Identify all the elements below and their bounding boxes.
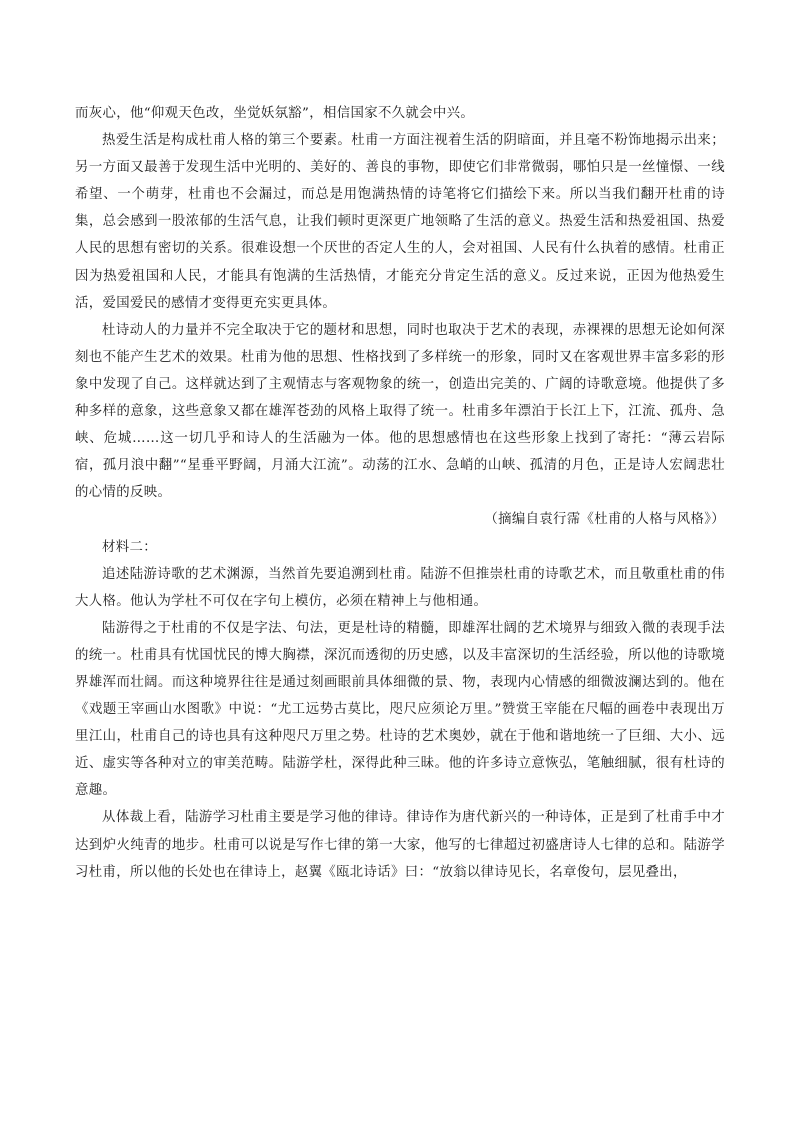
document-body bbox=[75, 100, 725, 886]
paragraph-continued: 而灰心，他“仰观天色改，坐觉妖氛豁”，相信国家不久就会中兴。 bbox=[75, 106, 475, 121]
material-two-label: 材料二： bbox=[102, 539, 157, 555]
paragraph-lu-you-origins: 追述陆游诗歌的艺术渊源，当然首先要追溯到杜甫。陆游不但推崇杜甫的诗歌艺术，而且敬重杜甫的伟大人格。他认为学杜不可仅在字句上模仿，必须在精神上与他相通。 bbox=[75, 566, 725, 609]
paragraph-artistic-expression: 杜诗动人的力量并不完全取决于它的题材和思想，同时也取决于艺术的表现，赤裸裸的思想无论如何深刻也不能产生艺术的效果。杜甫为他的思想、性格找到了多样统一的形象，同时又在客观世界丰富多彩的形象中发现了自己。这样就达到了主观情志与客观物象的统一，创造出完美的、广阔的诗歌意境。他提供了多种多样的意象，这些意象又都在雄浑苍劲的风格上取得了统一。杜甫多年漂泊于长江上下，江流、孤舟、急峡、危城……这一切几乎和诗人的生活融为一体。他的思想感情也在这些形象上找到了寄托：“薄云岩际宿，孤月浪中翻”“星垂平野阔，月涌大江流”。动荡的江水、急峭的山峡、孤清的月色，正是诗人宏阔悲壮的心情的反映。 bbox=[75, 322, 725, 501]
paragraph-love-of-life: 热爱生活是构成杜甫人格的第三个要素。杜甫一方面注视着生活的阴暗面，并且毫不粉饰地揭示出来；另一方面又最善于发现生活中光明的、美好的、善良的事物，即使它们非常微弱，哪怕只是一丝憧憬、一线希望、一个萌芽，杜甫也不会漏过，而总是用饱满热情的诗笔将它们描绘下来。所以当我们翻开杜甫的诗集，总会感到一股浓郁的生活气息，让我们顿时更深更广地领略了生活的意义。热爱生活和热爱祖国、热爱人民的思想有密切的关系。很难设想一个厌世的否定人生的人，会对祖国、人民有什么执着的感情。杜甫正因为热爱祖国和人民，才能具有饱满的生活热情，才能充分肯定生活的意义。反过来说，正因为他热爱生活，爱国爱民的感情才变得更充实更具体。 bbox=[75, 133, 725, 311]
paragraph-lu-you-genre: 从体裁上看，陆游学习杜甫主要是学习他的律诗。律诗作为唐代新兴的一种诗体，正是到了杜甫手中才达到炉火纯青的地步。杜甫可以说是写作七律的第一大家，他写的七律超过初盛唐诗人七律的总和。陆游学习杜甫，所以他的长处也在律诗上，赵翼《瓯北诗话》曰：“放翁以律诗见长，名章俊句，层见叠出， bbox=[75, 810, 725, 880]
source-citation: （摘编自袁行霈《杜甫的人格与风格》） bbox=[484, 512, 725, 528]
paragraph-lu-you-essence: 陆游得之于杜甫的不仅是字法、句法，更是杜诗的精髓，即雄浑壮阔的艺术境界与细致入微的表现手法的统一。杜甫具有忧国忧民的博大胸襟，深沉而透彻的历史感，以及丰富深切的生活经验，所以他的诗歌境界雄浑而壮阔。而这种境界往往是通过刻画眼前具体细微的景、物，表现内心情感的细微波澜达到的。他在《戏题王宰画山水图歌》中说：“尤工远势古莫比，咫尺应须论万里。”赞赏王宰能在尺幅的画卷中表现出万里江山，杜甫自己的诗也具有这种咫尺万里之势。杜诗的艺术奥妙，就在于他和谐地统一了巨细、大小、远近、虚实等各种对立的审美范畴。陆游学杜，深得此种三昧。他的许多诗立意恢弘，笔触细腻，很有杜诗的意趣。 bbox=[75, 620, 725, 799]
